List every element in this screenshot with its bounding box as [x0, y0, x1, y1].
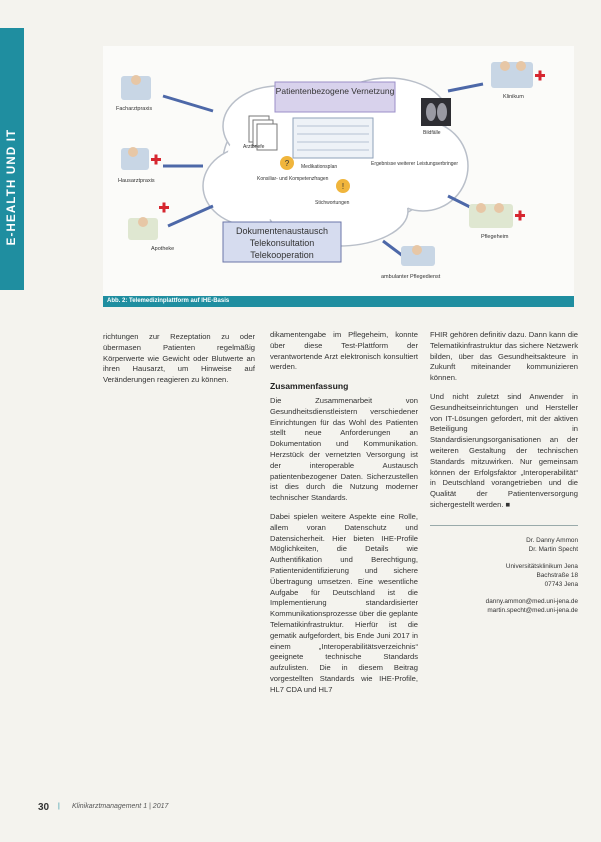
text-column-3	[430, 330, 578, 615]
section-label: E-HEALTH UND IT	[6, 128, 18, 246]
figure-diagram	[103, 46, 574, 296]
author-name: Dr. Martin Specht	[528, 545, 578, 553]
figure-caption: Abb. 2: Telemedizinplattform auf IHE-Basis	[103, 296, 574, 307]
author-email[interactable]: danny.ammon@med.uni-jena.de	[485, 597, 578, 605]
institution-line: Bachstraße 18	[536, 571, 578, 579]
apotheke-icon	[128, 203, 169, 241]
label-pflegedienst: ambulanter Pflegedienst	[381, 274, 441, 280]
center-line-1: Dokumentenaustausch	[235, 226, 329, 236]
label-facharzt: Facharztpraxis	[116, 106, 153, 112]
label-hausarzt: Hausarztpraxis	[118, 178, 155, 184]
section-sidebar	[0, 28, 24, 290]
label-klinikum: Klinikum	[503, 94, 524, 100]
label-medikationsplan: Medikationsplan	[301, 164, 338, 170]
arrow-klinikum	[448, 84, 483, 91]
text-column-1	[103, 332, 255, 394]
text-column-2	[270, 330, 418, 704]
page-number: 30	[38, 802, 50, 813]
center-line-2: Telekonsultation	[249, 238, 315, 248]
klinikum-icon	[491, 61, 545, 88]
question-mark: ?	[284, 159, 290, 168]
hausarzt-icon	[121, 147, 161, 170]
question-mark: !	[341, 182, 345, 191]
paragraph: Dabei spielen weitere Aspekte eine Rolle, allem voran Datenschutz und Datensicherheit. Hier bieten IHE-Profile Möglichkeiten, die Details wie Authentifikation und Berechtigung, Patientenidentifizierung und sichere Übertragung umsetzen. Eine wesentliche Aufgabe für Deutschland ist die Implementierung standardisierter Kommunikationsprozesse über die geplante Telematikinfrastruktur. Hierfür ist die gematik aufgefordert, bis Ende Juni 2017 in einem „Interoperabilitätsverzeichnis“ geeignete technische Standards aufzulisten. Die in diesem Beitrag vorgestellten Standards wie IHE-Profile, HL7 CDA und HL7	[270, 511, 418, 694]
label-apotheke: Apotheke	[151, 246, 175, 252]
medication-plan-screen	[293, 118, 373, 158]
label-stichwortungen: Stichwortungen	[315, 200, 350, 206]
label-ergebnisse: Ergebnisse weiterer Leistungserbringer	[371, 161, 458, 167]
pflegedienst-icon	[401, 245, 435, 266]
paragraph: Und nicht zuletzt sind Anwender in Gesundheitseinrichtungen und Hersteller von IT-Lösungen gefordert, mit der aktiven Beteiligung in Standardisierungsorganisationen an der weiteren Gestaltung der technischen Standards mitzuwirken. Nur gemeinsam können der Erfolgsfaktor „Interoperabilität“ in Deutschland vorangetrieben und die Qualität der Patientenversorgung sichergestellt werden. ■	[430, 391, 578, 509]
paragraph: richtungen zur Rezeptation zu oder übermasen Patienten regelmäßig Körperwerte wie Gewicht oder Blutwerte an ihren Hausarzt, um Hinweise auf Veränderungen reagieren zu können.	[103, 332, 255, 385]
author-name: Dr. Danny Ammon	[526, 536, 578, 544]
publication-title: Klinikarztmanagement 1 | 2017	[72, 803, 169, 810]
xray-lung	[426, 103, 436, 121]
facharzt-icon	[121, 75, 151, 100]
paragraph: Die Zusammenarbeit von Gesundheitsdienstleistern verschiedener Einrichtungen für das Wohl des Patienten stellt neue Anforderungen an Dokumentation und Kommunikation. Herzstück der vernetzten Versorgung ist der interoperable Austausch patientenbezogener Daten. Sicherzustellen ist dies durch die Nutzung moderner technischer Standards.	[270, 395, 418, 503]
paragraph: dikamentengabe im Pflegeheim, konnte über diese Test-Plattform der verantwortende Arzt elektronisch konsultiert werden.	[270, 330, 418, 372]
arrow-pflegedienst	[383, 241, 403, 256]
section-heading: Zusammenfassung	[270, 381, 349, 392]
arrow-facharzt	[163, 96, 213, 111]
footer-separator: |	[58, 803, 60, 810]
center-line-3: Telekooperation	[250, 250, 314, 260]
label-pflegeheim: Pflegeheim	[481, 234, 509, 240]
label-bildfaelle: Bildfälle	[423, 130, 441, 136]
xray-lung	[437, 103, 447, 121]
institution-line: 07743 Jena	[544, 580, 578, 588]
label-konsiliar: Konsiliar- und Kompetenzfragen	[257, 176, 329, 182]
author-email[interactable]: martin.specht@med.uni-jena.de	[487, 606, 578, 614]
paragraph: FHIR gehören definitiv dazu. Dann kann die Telematikinfrastruktur das sichere Netzwerk bilden, über das Gesundheitsakteure in Zukunft miteinander kommunizieren können.	[430, 330, 578, 383]
divider	[430, 525, 578, 526]
label-arztbriefe: Arztbriefe	[243, 144, 265, 150]
pflegeheim-icon	[469, 203, 525, 228]
arrow-apotheke	[168, 206, 213, 226]
cloud-title: Patientenbezogene Vernetzung	[275, 86, 395, 96]
institution-line: Universitätsklinikum Jena	[505, 562, 578, 570]
figure-telemedicine-platform	[103, 46, 574, 296]
